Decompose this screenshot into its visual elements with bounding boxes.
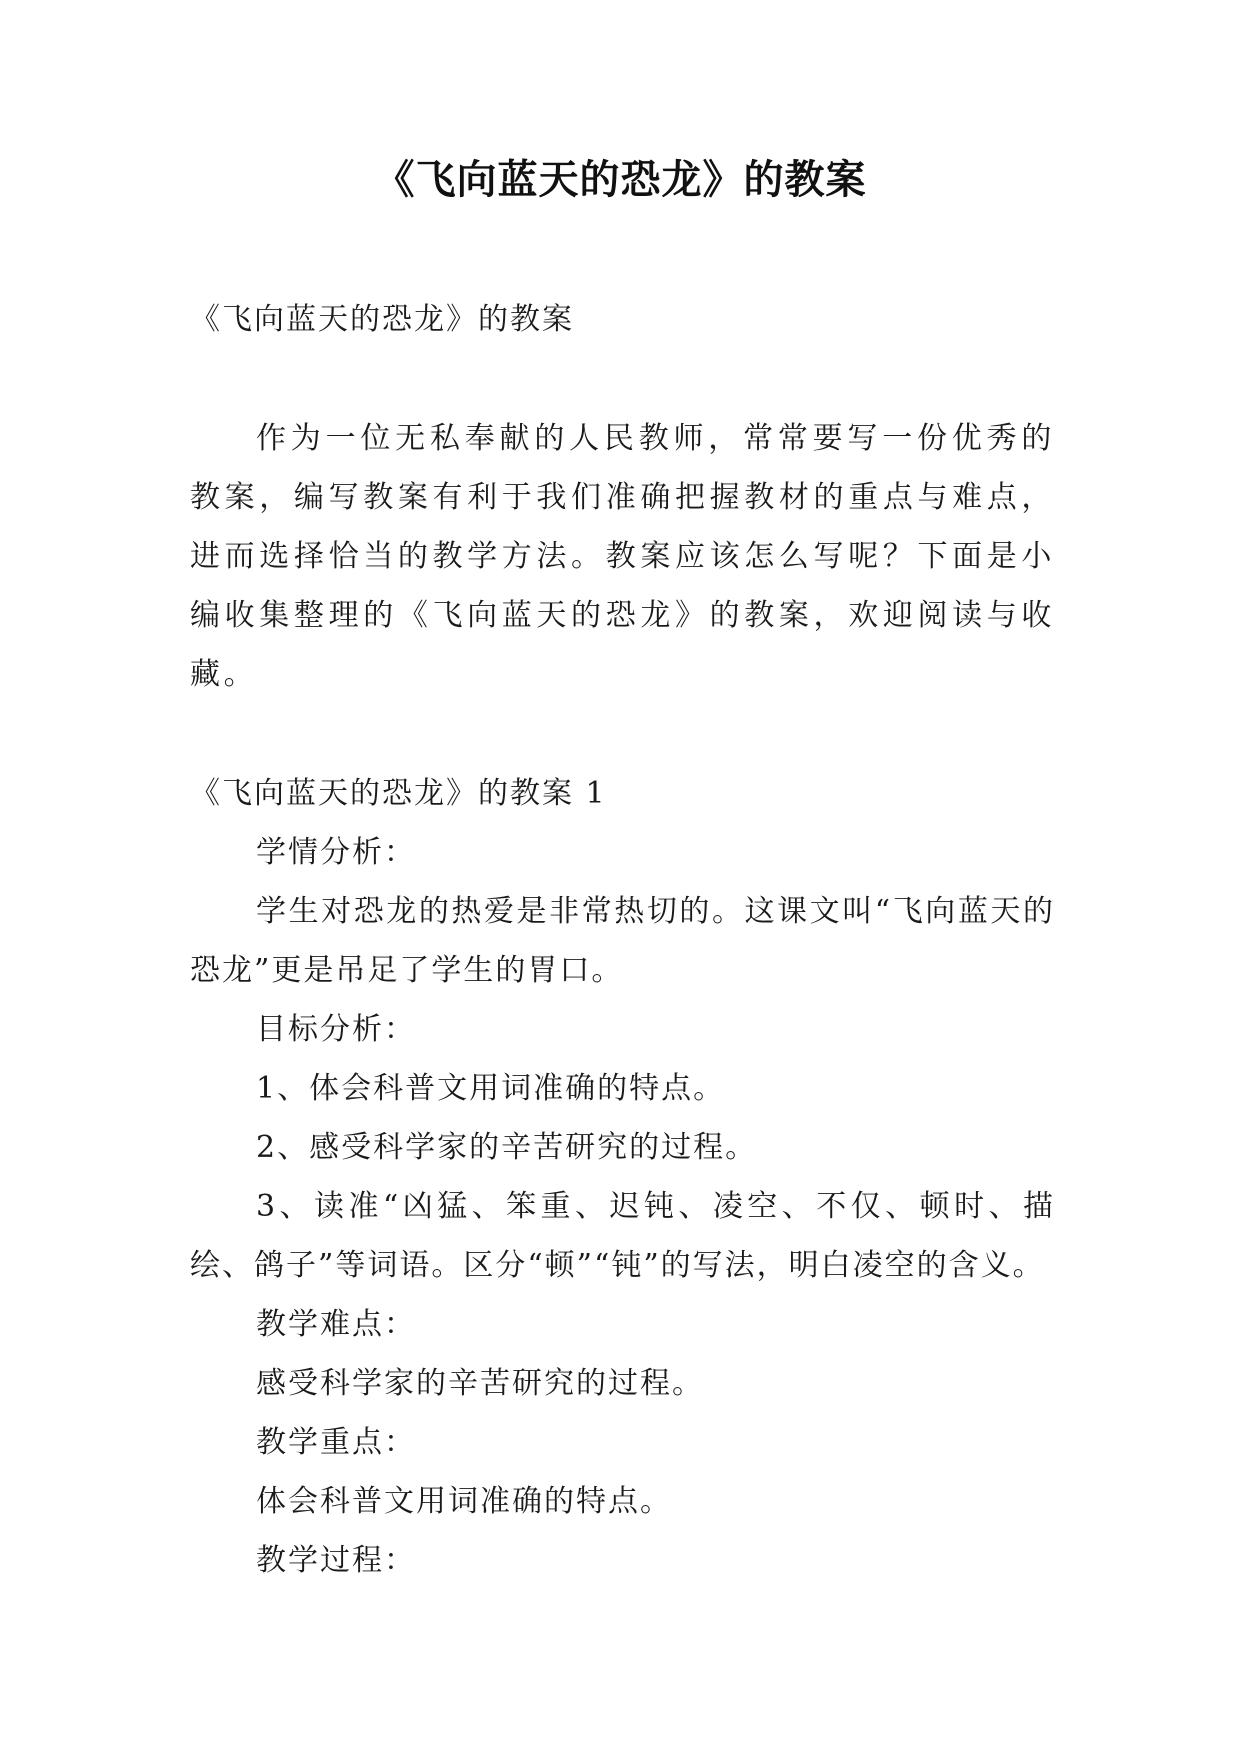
paragraph-key-point: 体会科普文用词准确的特点。 bbox=[256, 1484, 672, 1519]
paragraph-learning-analysis-label: 学情分析： bbox=[256, 835, 416, 870]
paragraph-key-point-label: 教学重点： bbox=[256, 1425, 416, 1460]
paragraph-difficulty-label: 教学难点： bbox=[256, 1307, 416, 1342]
document-title: 《飞向蓝天的恐龙》的教案 bbox=[374, 157, 867, 203]
section-heading: 《飞向蓝天的恐龙》的教案 1 bbox=[190, 776, 607, 811]
paragraph-difficulty: 感受科学家的辛苦研究的过程。 bbox=[256, 1366, 704, 1401]
paragraph-learning-analysis: 学生对恐龙的热爱是非常热切的。这课文叫“飞向蓝天的恐龙”更是吊足了学生的胃口。 bbox=[190, 894, 1055, 988]
paragraph-process-label: 教学过程： bbox=[256, 1543, 416, 1578]
paragraph-goal-3: 3、读准“凶猛、笨重、迟钝、凌空、不仅、顿时、描绘、鸽子”等词语。区分“顿”“钝”的写法，明白凌空的含义。 bbox=[190, 1189, 1055, 1283]
document-subtitle: 《飞向蓝天的恐龙》的教案 bbox=[190, 302, 574, 337]
document-body bbox=[190, 290, 1055, 1590]
paragraph-goal-1: 1、体会科普文用词准确的特点。 bbox=[256, 1071, 726, 1106]
paragraph-goal-analysis-label: 目标分析： bbox=[256, 1012, 416, 1047]
intro-paragraph: 作为一位无私奉献的人民教师，常常要写一份优秀的教案，编写教案有利于我们准确把握教材的重点与难点，进而选择恰当的教学方法。教案应该怎么写呢？下面是小编收集整理的《飞向蓝天的恐龙》的教案，欢迎阅读与收藏。 bbox=[190, 421, 1055, 692]
paragraph-goal-2: 2、感受科学家的辛苦研究的过程。 bbox=[256, 1130, 758, 1165]
